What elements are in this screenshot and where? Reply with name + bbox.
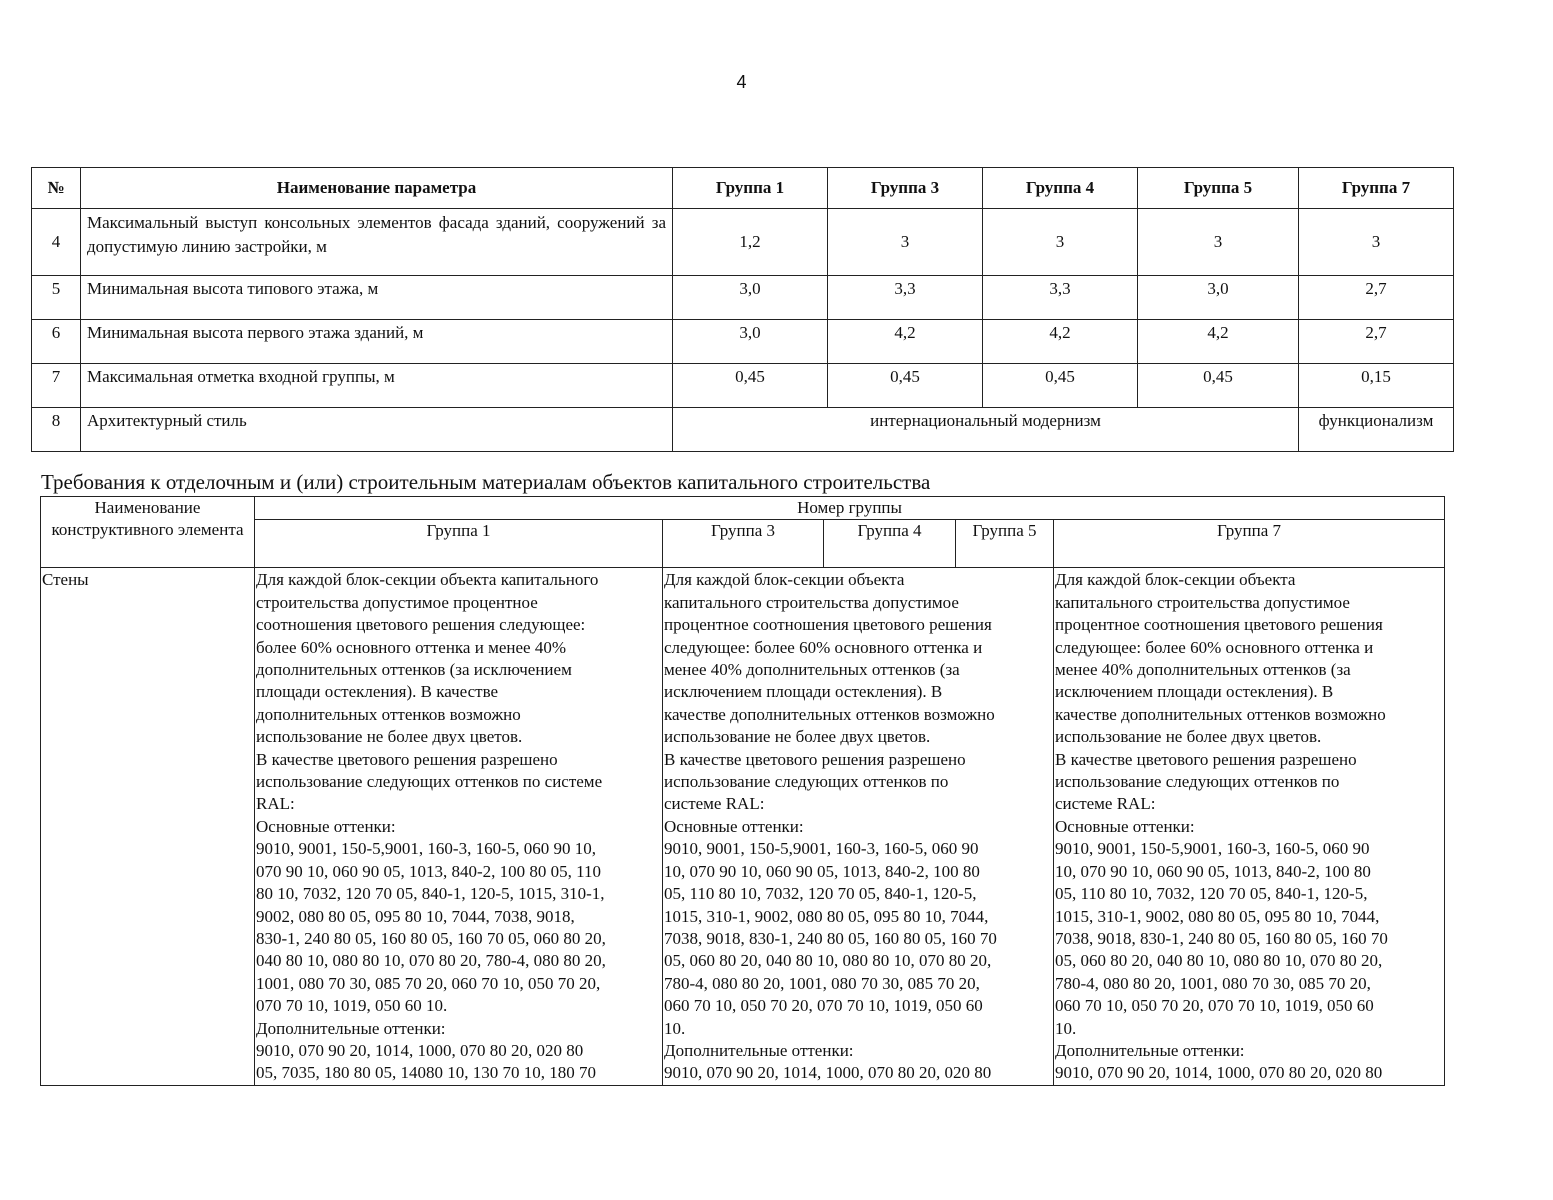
header-group-7: Группа 7 <box>1299 168 1454 209</box>
table-row <box>32 320 1454 364</box>
row-number: 4 <box>32 209 81 276</box>
header-group-7: Группа 7 <box>1054 520 1445 568</box>
value-group-4: 3,3 <box>983 276 1138 320</box>
row-parameter: Максимальная отметка входной группы, м <box>81 364 673 408</box>
table-row <box>41 568 1445 1085</box>
header-number: № <box>32 168 81 209</box>
value-group-7: 3 <box>1299 209 1454 276</box>
header-group-number: Номер группы <box>255 497 1445 520</box>
row-parameter: Максимальный выступ консольных элементов фасада зданий, сооружений за допустимую линию застройки, м <box>81 209 673 276</box>
value-group-3: 0,45 <box>828 364 983 408</box>
row-number: 5 <box>32 276 81 320</box>
row-parameter: Минимальная высота первого этажа зданий, м <box>81 320 673 364</box>
value-group-5: 3 <box>1138 209 1299 276</box>
value-group-5: 0,45 <box>1138 364 1299 408</box>
value-group-3: 4,2 <box>828 320 983 364</box>
parameters-table <box>31 167 1454 452</box>
row-parameter: Архитектурный стиль <box>81 408 673 452</box>
value-group-3: 3 <box>828 209 983 276</box>
value-group-5: 4,2 <box>1138 320 1299 364</box>
walls-group-7-text: Для каждой блок-секции объекта капитального строительства допустимое процентное соотношения цветового решения следующее: более 60% основного оттенка и менее 40% дополнительных оттенков (за исключением площади остекления). В качестве дополнительных оттенков возможно использование не более двух цветов. В качестве цветового решения разрешено использование следующих оттенков по системе RAL: Основные оттенки: 9010, 9001, 150-5,9001, 160-3, 160-5, 060 90 10, 070 90 10, 060 90 05, 1013, 840-2, 100 80 05, 110 80 10, 7032, 120 70 05, 840-1, 120-5, 1015, 310-1, 9002, 080 80 05, 095 80 10, 7044, 7038, 9018, 830-1, 240 80 05, 160 80 05, 160 70 05, 060 80 20, 040 80 10, 080 80 10, 070 80 20, 780-4, 080 80 20, 1001, 080 70 30, 085 70 20, 060 70 10, 050 70 20, 070 70 10, 1019, 050 60 10. Дополнительные оттенки: 9010, 070 90 20, 1014, 1000, 070 80 20, 020 80 <box>1054 568 1445 1085</box>
value-group-1: 3,0 <box>673 276 828 320</box>
header-group-4: Группа 4 <box>824 520 956 568</box>
header-parameter: Наименование параметра <box>81 168 673 209</box>
header-group-5: Группа 5 <box>956 520 1054 568</box>
value-group-3: 3,3 <box>828 276 983 320</box>
value-group-4: 0,45 <box>983 364 1138 408</box>
header-element-name: Наименование конструктивного элемента <box>41 497 255 568</box>
section-title: Требования к отделочным и (или) строительным материалам объектов капитального строительства <box>41 470 931 494</box>
value-group-1: 1,2 <box>673 209 828 276</box>
table-header-row <box>32 168 1454 209</box>
materials-table <box>40 496 1445 1086</box>
row-label-walls: Стены <box>41 568 255 1085</box>
table-row <box>32 276 1454 320</box>
row-parameter: Минимальная высота типового этажа, м <box>81 276 673 320</box>
table-row <box>32 408 1454 452</box>
header-group-1: Группа 1 <box>255 520 663 568</box>
header-group-1: Группа 1 <box>673 168 828 209</box>
value-group-4: 4,2 <box>983 320 1138 364</box>
row-number: 7 <box>32 364 81 408</box>
walls-group-3-5-text: Для каждой блок-секции объекта капитального строительства допустимое процентное соотношения цветового решения следующее: более 60% основного оттенка и менее 40% дополнительных оттенков (за исключением площади остекления). В качестве дополнительных оттенков возможно использование не более двух цветов. В качестве цветового решения разрешено использование следующих оттенков по системе RAL: Основные оттенки: 9010, 9001, 150-5,9001, 160-3, 160-5, 060 90 10, 070 90 10, 060 90 05, 1013, 840-2, 100 80 05, 110 80 10, 7032, 120 70 05, 840-1, 120-5, 1015, 310-1, 9002, 080 80 05, 095 80 10, 7044, 7038, 9018, 830-1, 240 80 05, 160 80 05, 160 70 05, 060 80 20, 040 80 10, 080 80 10, 070 80 20, 780-4, 080 80 20, 1001, 080 70 30, 085 70 20, 060 70 10, 050 70 20, 070 70 10, 1019, 050 60 10. Дополнительные оттенки: 9010, 070 90 20, 1014, 1000, 070 80 20, 020 80 <box>663 568 1054 1085</box>
style-groups-1-5: интернациональный модернизм <box>673 408 1299 452</box>
header-group-3: Группа 3 <box>663 520 824 568</box>
value-group-7: 0,15 <box>1299 364 1454 408</box>
row-number: 8 <box>32 408 81 452</box>
table-header-row <box>41 497 1445 520</box>
table-row <box>32 209 1454 276</box>
value-group-1: 0,45 <box>673 364 828 408</box>
value-group-7: 2,7 <box>1299 320 1454 364</box>
header-group-3: Группа 3 <box>828 168 983 209</box>
page-number: 4 <box>736 72 747 92</box>
value-group-4: 3 <box>983 209 1138 276</box>
table-row <box>32 364 1454 408</box>
value-group-7: 2,7 <box>1299 276 1454 320</box>
value-group-5: 3,0 <box>1138 276 1299 320</box>
header-group-5: Группа 5 <box>1138 168 1299 209</box>
walls-group-1-text: Для каждой блок-секции объекта капитального строительства допустимое процентное соотношения цветового решения следующее: более 60% основного оттенка и менее 40% дополнительных оттенков (за исключением площади остекления). В качестве дополнительных оттенков возможно использование не более двух цветов. В качестве цветового решения разрешено использование следующих оттенков по системе RAL: Основные оттенки: 9010, 9001, 150-5,9001, 160-3, 160-5, 060 90 10, 070 90 10, 060 90 05, 1013, 840-2, 100 80 05, 110 80 10, 7032, 120 70 05, 840-1, 120-5, 1015, 310-1, 9002, 080 80 05, 095 80 10, 7044, 7038, 9018, 830-1, 240 80 05, 160 80 05, 160 70 05, 060 80 20, 040 80 10, 080 80 10, 070 80 20, 780-4, 080 80 20, 1001, 080 70 30, 085 70 20, 060 70 10, 050 70 20, 070 70 10, 1019, 050 60 10. Дополнительные оттенки: 9010, 070 90 20, 1014, 1000, 070 80 20, 020 80 05, 7035, 180 80 05, 14080 10, 130 70 10, 180 70 <box>255 568 663 1085</box>
header-group-4: Группа 4 <box>983 168 1138 209</box>
row-number: 6 <box>32 320 81 364</box>
style-group-7: функционализм <box>1299 408 1454 452</box>
value-group-1: 3,0 <box>673 320 828 364</box>
